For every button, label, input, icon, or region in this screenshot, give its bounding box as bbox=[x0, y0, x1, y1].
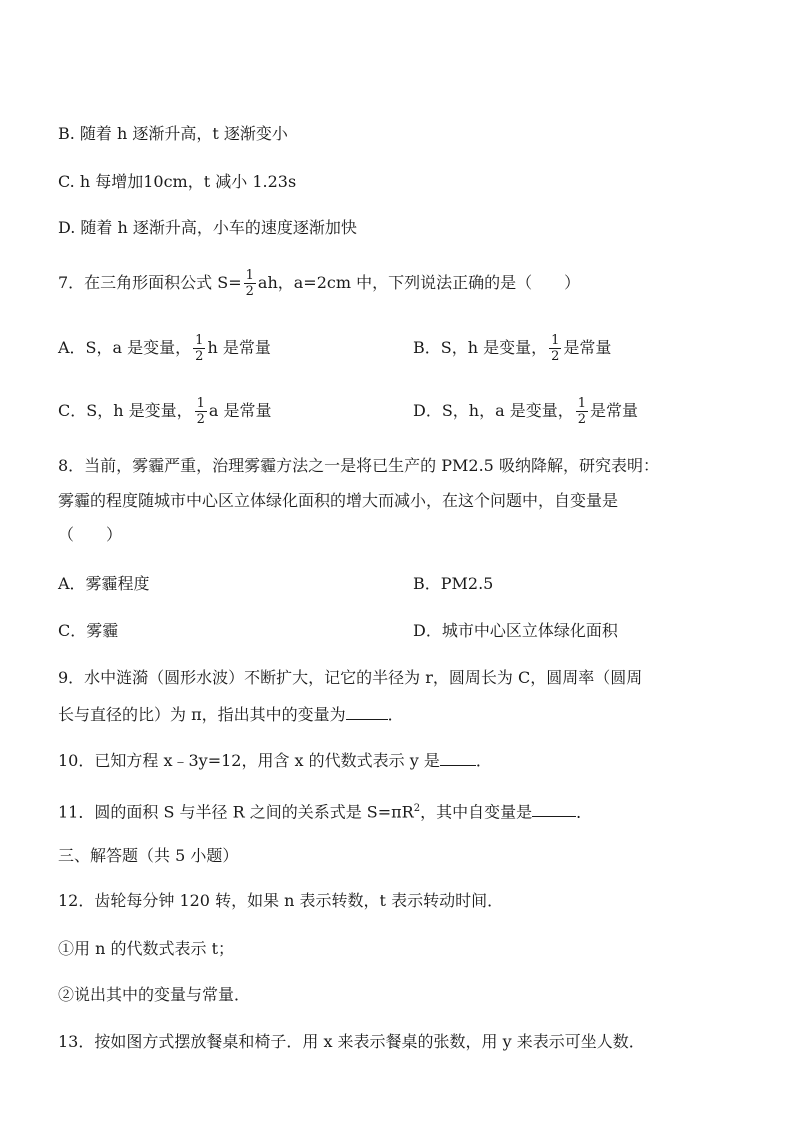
q8-line-3: （ ） bbox=[58, 525, 123, 544]
q11-text-a: 11．圆的面积 S 与半径 R 之间的关系式是 S=πR bbox=[58, 802, 414, 822]
q7-b-frac bbox=[549, 333, 561, 364]
q6-option-b: B. 随着 h 逐渐升高，t 逐渐变小 bbox=[58, 124, 288, 143]
q7-a-frac bbox=[193, 333, 205, 364]
q12-line-1: 12．齿轮每分钟 120 转，如果 n 表示转数，t 表示转动时间． bbox=[58, 891, 504, 910]
q12-sub-2: ②说出其中的变量与常量． bbox=[58, 985, 251, 1004]
q7-stem bbox=[58, 268, 580, 299]
frac-den: 2 bbox=[195, 349, 204, 364]
answer-blank[interactable] bbox=[532, 802, 576, 817]
frac-den: 2 bbox=[551, 349, 560, 364]
q11-text-b: ，其中自变量是 bbox=[420, 802, 533, 822]
q10-period: ． bbox=[475, 751, 492, 770]
q7-option-d bbox=[413, 396, 638, 427]
q8-option-a: A．雾霾程度 bbox=[58, 574, 150, 593]
frac-den: 2 bbox=[245, 284, 254, 299]
frac-den: 2 bbox=[577, 412, 587, 427]
q7-c-post: a 是常量 bbox=[208, 401, 272, 420]
q9-line-2 bbox=[58, 704, 404, 726]
q7-option-a bbox=[58, 333, 271, 364]
q7-c-frac bbox=[195, 396, 207, 427]
answer-blank[interactable] bbox=[346, 705, 388, 720]
q7-option-b bbox=[413, 333, 611, 364]
q7-d-frac bbox=[576, 396, 588, 427]
q7-d-pre: D．S，h，a 是变量， bbox=[413, 401, 574, 420]
q7-option-c bbox=[58, 396, 272, 427]
frac-num: 1 bbox=[245, 268, 254, 283]
q7-fraction bbox=[244, 268, 256, 299]
q7-options-ab bbox=[58, 333, 612, 364]
q7-b-pre: B．S，h 是变量， bbox=[413, 338, 548, 357]
q10 bbox=[58, 750, 492, 772]
q11-exponent: 2 bbox=[413, 803, 421, 814]
q12-sub-1: ①用 n 的代数式表示 t； bbox=[58, 939, 234, 958]
frac-num: 1 bbox=[551, 333, 560, 348]
q8-options-ab bbox=[58, 573, 494, 595]
q8-option-d: D．城市中心区立体绿化面积 bbox=[413, 621, 618, 640]
q7-stem-a: 7．在三角形面积公式 S= bbox=[58, 273, 242, 292]
section-heading: 三、解答题（共 5 小题） bbox=[58, 846, 239, 865]
q6-option-d: D. 随着 h 逐渐升高，小车的速度逐渐加快 bbox=[58, 218, 357, 237]
frac-den: 2 bbox=[196, 412, 205, 427]
q7-a-pre: A．S，a 是变量， bbox=[58, 338, 192, 357]
q11 bbox=[58, 798, 592, 823]
q7-d-post: 是常量 bbox=[590, 401, 639, 420]
q10-text: 10．已知方程 x﹣3y=12，用含 x 的代数式表示 y 是 bbox=[58, 751, 440, 770]
q9-line-2-text: 长与直径的比）为 π，指出其中的变量为 bbox=[58, 705, 346, 724]
q6-option-c: C. h 每增加10cm，t 减小 1.23s bbox=[58, 172, 297, 191]
q7-stem-b: ah，a=2cm 中，下列说法正确的是（ ） bbox=[257, 273, 581, 292]
frac-num: 1 bbox=[195, 333, 204, 348]
frac-num: 1 bbox=[196, 396, 205, 411]
answer-blank[interactable] bbox=[440, 751, 476, 766]
q7-options-cd bbox=[58, 396, 639, 427]
q9-period: ． bbox=[387, 705, 404, 724]
q8-options-cd bbox=[58, 620, 618, 642]
q7-c-pre: C．S，h 是变量， bbox=[58, 401, 193, 420]
q11-period: ． bbox=[576, 802, 593, 822]
q7-a-post: h 是常量 bbox=[207, 338, 271, 357]
q8-line-2: 雾霾的程度随城市中心区立体绿化面积的增大而减小，在这个问题中，自变量是 bbox=[58, 491, 619, 510]
q8-line-1: 8．当前，雾霾严重，治理雾霾方法之一是将已生产的 PM2.5 吸纳降解，研究表明： bbox=[58, 456, 659, 475]
frac-num: 1 bbox=[577, 396, 587, 411]
q8-option-c: C．雾霾 bbox=[58, 621, 119, 640]
q13-line-1: 13．按如图方式摆放餐桌和椅子．用 x 来表示餐桌的张数，用 y 来表示可坐人数． bbox=[58, 1032, 645, 1051]
q9-line-1: 9．水中涟漪（圆形水波）不断扩大，记它的半径为 r，圆周长为 C，圆周率（圆周 bbox=[58, 668, 643, 687]
q8-option-b: B．PM2.5 bbox=[413, 574, 494, 593]
q7-b-post: 是常量 bbox=[563, 338, 612, 357]
